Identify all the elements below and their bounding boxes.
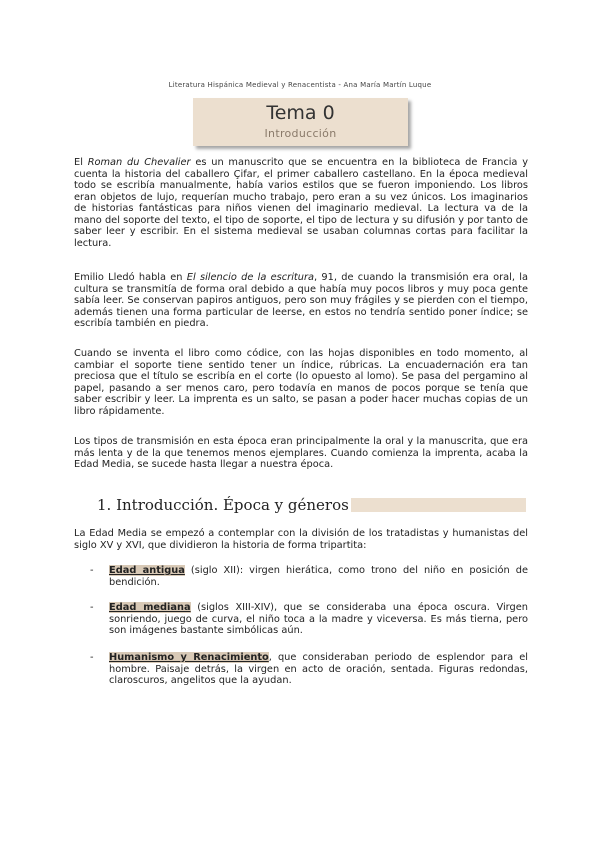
paragraph-1-text-b: es un manuscrito que se encuentra en la biblioteca de Francia y cuenta la historia del caballero Çifar, el primer caballero castellano. En la época medieval todo se escribía manualmente, había varios estilos que se fueron imponiendo. Los libros eran objetos de lujo, requerían mucho trabajo, pero eran a su vez únicos. Los imaginarios de historias fantásticas para niños vienen del imaginario medieval. La lectura va de la mano del soporte del texto, el tipo de soporte, el tipo de lectura y su difusión y por tanto de saber leer y escribir. En el sistema medieval se usaban columnas cortas para facilitar la lectura.	[74, 157, 529, 249]
paragraph-2-text-a: Emilio Lledó habla en	[74, 272, 187, 283]
list-item	[90, 652, 528, 687]
list-item-label: Edad mediana	[109, 602, 191, 613]
list-item	[90, 565, 528, 588]
paragraph-2-italic: El silencio de la escritura	[186, 272, 315, 283]
list-item-label: Edad antigua	[109, 565, 185, 576]
list-item-text: , que consideraban periodo de esplendor para el hombre. Paisaje detrás, la virgen en acto de oración, sentada. Figuras redondas, claroscuros, angelitos que la ayudan.	[109, 652, 528, 686]
paragraph-5: La Edad Media se empezó a contemplar con la división de los tratadistas y humanistas del siglo XV y XVI, que dividieron la historia de forma tripartita:	[74, 528, 528, 551]
list-item-label: Humanismo y Renacimiento	[109, 652, 269, 663]
list-bullet: -	[90, 602, 94, 613]
chapter-subtitle: Introducción	[264, 127, 337, 140]
list-item-text: (siglos XIII-XIV), que se consideraba una época oscura. Virgen sonriendo, juego de curva, el niño toca a la madre y viceversa. Es más tierna, pero son imágenes bastante simbólicas aún.	[109, 602, 528, 636]
paragraph-1-text-a: El	[74, 157, 88, 168]
paragraph-1-italic: Roman du Chevalier	[87, 157, 191, 168]
list-bullet: -	[90, 652, 94, 663]
list-item	[90, 602, 528, 637]
section-heading-bar	[351, 498, 526, 512]
list-item-text: (siglo XII): virgen hierática, como trono del niño en posición de bendición.	[109, 565, 529, 588]
chapter-title: Tema 0	[266, 102, 335, 124]
paragraph-2	[74, 272, 528, 330]
paragraph-4: Los tipos de transmisión en esta época eran principalmente la oral y la manuscrita, que era más lenta y de la que tenemos menos ejemplares. Cuando comienza la imprenta, acaba la Edad Media, se sucede hasta llegar a nuestra época.	[74, 436, 528, 470]
section-heading: 1. Introducción. Época y géneros	[97, 496, 349, 514]
list-bullet: -	[90, 565, 94, 576]
chapter-title-box	[193, 98, 408, 146]
paragraph-3: Cuando se inventa el libro como códice, con las hojas disponibles en todo momento, al cambiar el soporte tiene sentido tener un índice, rúbricas. La encuadernación era tan preciosa que el título se escribía en el corte (lo opuesto al lomo). Se pasa del pergamino al papel, pasando a ser menos caro, pero todavía en manos de pocos porque se tenía que saber escribir y leer. La imprenta es un salto, se pasan a poder hacer muchas copias de un libro rápidamente.	[74, 348, 528, 417]
paragraph-1	[74, 157, 528, 249]
paragraph-2-text-b: , 91, de cuando la transmisión era oral, la cultura se transmitía de forma oral debido a que había muy pocos libros y muy poca gente sabía leer. Se conservan papiros antiguos, pero son muy frágiles y se pierden con el tiempo, además tienen una forma particular de leerse, en estos no tendría sentido poner índice; se escribía también en piedra.	[74, 272, 528, 329]
running-header: Literatura Hispánica Medieval y Renacentista - Ana María Martín Luque	[168, 81, 432, 89]
